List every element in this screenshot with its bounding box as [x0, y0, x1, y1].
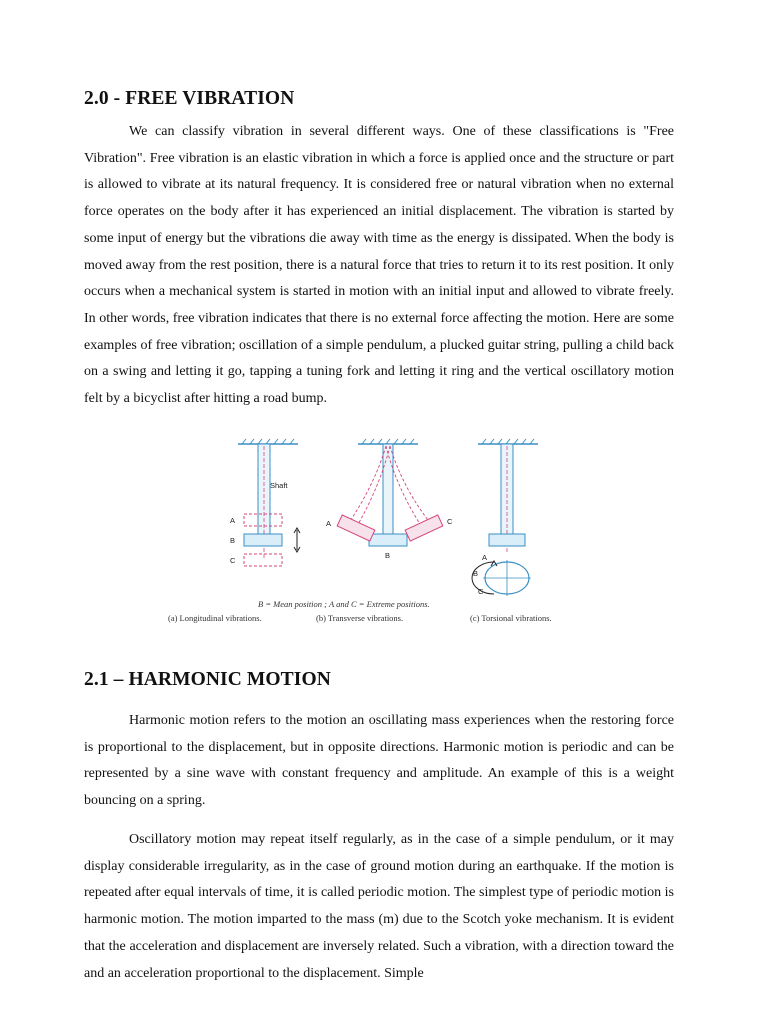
section-heading-harmonic-motion: 2.1 – HARMONIC MOTION — [84, 669, 331, 690]
label-c-longitudinal: C — [230, 556, 236, 565]
caption-longitudinal: (a) Longitudinal vibrations. — [168, 613, 262, 623]
figure-legend: B = Mean position ; A and C = Extreme positions. — [258, 599, 430, 609]
label-c-transverse: C — [447, 517, 453, 526]
label-b-torsional: B — [473, 569, 479, 578]
section-heading-free-vibration: 2.0 - FREE VIBRATION — [84, 88, 295, 109]
paragraph-harmonic-motion-2: Oscillatory motion may repeat itself regularly, as in the case of a simple pendulum, or it may display considerable irregularity, as in the case of ground motion during an earthquake. If the motion is repeated after equal intervals of time, it is called periodic motion. The simplest type of periodic motion is harmonic motion. The motion imparted to the mass (m) due to the Scotch yoke mechanism. It is evident that the acceleration and displacement are inversely related. Such a vibration, with a direction toward the and an acceleration proportional to the displacement. Simple — [84, 832, 674, 981]
label-b-transverse: B — [385, 551, 391, 560]
label-c-torsional: C — [478, 587, 484, 596]
vibration-types-figure — [160, 436, 590, 626]
label-a-torsional: A — [482, 553, 488, 562]
label-a-longitudinal: A — [230, 516, 236, 525]
torsional-diagram — [472, 439, 538, 596]
shaft-label: Shaft — [270, 481, 288, 490]
label-b-longitudinal: B — [230, 536, 236, 545]
vibration-diagram — [160, 436, 590, 626]
label-a-transverse: A — [326, 519, 332, 528]
caption-torsional: (c) Torsional vibrations. — [470, 613, 552, 623]
caption-transverse: (b) Transverse vibrations. — [316, 613, 404, 623]
paragraph-harmonic-motion-1: Harmonic motion refers to the motion an oscillating mass experiences when the restoring force is proportional to the displacement, but in opposite directions. Harmonic motion is periodic and can be represented by a sine wave with constant frequency and amplitude. An example of this is a weight bouncing on a spring. — [84, 713, 674, 809]
transverse-diagram — [326, 439, 453, 560]
longitudinal-diagram — [230, 439, 300, 566]
paragraph-free-vibration: We can classify vibration in several different ways. One of these classifications is "Free Vibration". Free vibration is an elastic vibration in which a force is applied once and the structure or part is allowed to vibrate at its natural frequency. It is considered free or natural vibration when no external force operates on the body after it has experienced an initial displacement. The vibration is started by some input of energy but the vibrations die away with time as the energy is dissipated. When the body is moved away from the rest position, there is a natural force that tries to return it to its rest position. It only occurs when a mechanical system is started in motion with an initial input and allowed to vibrate freely. In other words, free vibration indicates that there is no external force affecting the motion. Here are some examples of free vibration; oscillation of a simple pendulum, a plucked guitar string, pulling a child back on a swing and letting it go, tapping a tuning fork and letting it ring and the vertical oscillatory motion felt by a bicyclist after hitting a road bump. — [84, 124, 674, 407]
